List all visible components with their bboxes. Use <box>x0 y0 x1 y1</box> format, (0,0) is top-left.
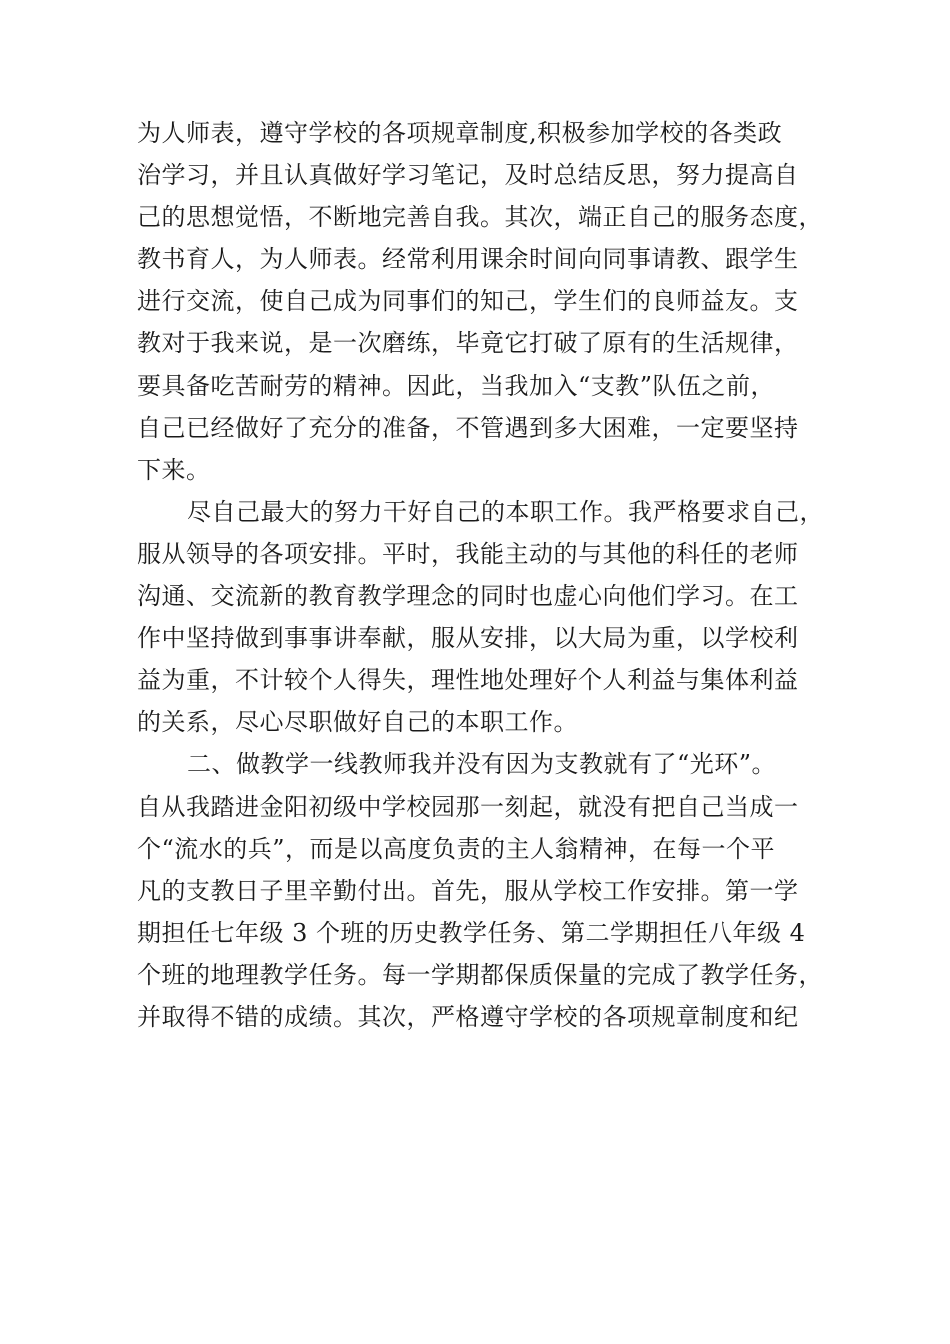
text-line: 治学习，并且认真做好学习笔记，及时总结反思，努力提高自 <box>137 161 799 190</box>
text-line: 要具备吃苦耐劳的精神。因此，当我加入“支教”队伍之前， <box>137 371 776 400</box>
paragraph-first-line: 二、做教学一线教师我并没有因为支教就有了“光环”。 <box>187 750 777 779</box>
paragraph-first-line: 尽自己最大的努力干好自己的本职工作。我严格要求自己， <box>187 497 824 526</box>
text-line: 益为重，不计较个人得失，理性地处理好个人利益与集体利益 <box>137 666 799 695</box>
text-line: 己的思想觉悟，不断地完善自我。其次，端正自己的服务态度， <box>137 203 823 232</box>
text-line: 服从领导的各项安排。平时，我能主动的与其他的科任的老师 <box>137 539 799 568</box>
text-line: 自从我踏进金阳初级中学校园那一刻起，就没有把自己当成一 <box>137 792 799 821</box>
text-line: 个“流水的兵”，而是以高度负责的主人翁精神，在每一个平 <box>137 834 776 863</box>
text-line: 教书育人，为人师表。经常利用课余时间向同事请教、跟学生 <box>137 245 799 274</box>
text-line: 个班的地理教学任务。每一学期都保质保量的完成了教学任务， <box>137 960 823 989</box>
text-line: 的关系，尽心尽职做好自己的本职工作。 <box>137 708 578 737</box>
text-line: 教对于我来说，是一次磨练，毕竟它打破了原有的生活规律， <box>137 329 799 358</box>
text-line: 并取得不错的成绩。其次，严格遵守学校的各项规章制度和纪 <box>137 1002 799 1031</box>
text-line: 下来。 <box>137 455 211 484</box>
text-line: 自己已经做好了充分的准备，不管遇到多大困难，一定要坚持 <box>137 413 799 442</box>
text-line: 进行交流，使自己成为同事们的知己，学生们的良师益友。支 <box>137 287 799 316</box>
text-line: 作中坚持做到事事讲奉献，服从安排，以大局为重，以学校利 <box>137 624 799 653</box>
document-body <box>137 112 837 1038</box>
text-line: 沟通、交流新的教育教学理念的同时也虚心向他们学习。在工 <box>137 582 799 611</box>
text-line: 凡的支教日子里辛勤付出。首先，服从学校工作安排。第一学 <box>137 876 799 905</box>
text-line: 为人师表，遵守学校的各项规章制度,积极参加学校的各类政 <box>137 119 783 147</box>
text-line: 期担任七年级 3 个班的历史教学任务、第二学期担任八年级 4 <box>137 918 806 947</box>
